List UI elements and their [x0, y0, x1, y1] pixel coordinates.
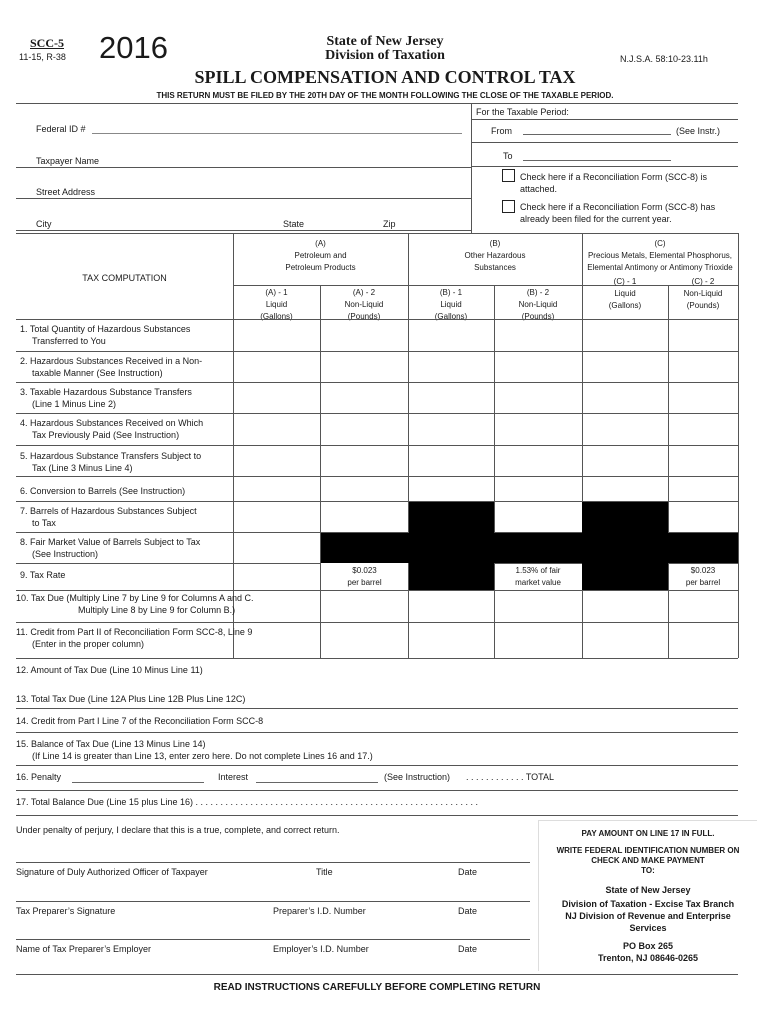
- line-15-label: 15. Balance of Tax Due (Line 13 Minus Line 14) (If Line 14 is greater than Line 13, enter zero here. Do not complete Lines 16 and 17.): [16, 739, 373, 761]
- officer-signature-label: Signature of Duly Authorized Officer of Taxpayer: [16, 867, 208, 877]
- subcol-b2-header: (B) - 2 Non-Liquid (Pounds): [518, 288, 558, 321]
- rate-c: $0.023 per barrel: [685, 566, 721, 587]
- employer-id-label: Employer’s I.D. Number: [273, 944, 369, 954]
- row-line-5: [16, 476, 738, 477]
- table-top-border: [16, 233, 738, 234]
- blackout-row-8: [321, 533, 738, 563]
- row-line-4: [16, 445, 738, 446]
- period-row-divider: [471, 142, 738, 143]
- date-label-1: Date: [458, 867, 478, 877]
- group-c-header: (C) Precious Metals, Elemental Phosphorus, Elemental Antimony or Antimony Trioxide: [587, 239, 733, 272]
- subcol-a2-header: (A) - 2 Non-Liquid (Pounds): [344, 288, 384, 321]
- title-label: Title: [316, 867, 333, 877]
- street-address-label: Street Address: [36, 187, 96, 197]
- taxpayer-name-label: Taxpayer Name: [36, 156, 100, 166]
- row-line-header: [16, 319, 738, 320]
- preparer-id-label: Preparer’s I.D. Number: [273, 906, 366, 916]
- from-date-field[interactable]: [523, 134, 671, 135]
- line-6-label: 6. Conversion to Barrels (See Instruction): [20, 486, 186, 496]
- line-11-label: 11. Credit from Part II of Reconciliation Form SCC-8, Line 9 (Enter in the proper column): [16, 627, 253, 649]
- preparer-field[interactable]: [16, 901, 530, 902]
- from-label: From: [491, 126, 512, 136]
- taxable-period-label: For the Taxable Period:: [476, 107, 569, 117]
- payee-division: Division of Taxation - Excise Tax Branch: [561, 899, 735, 909]
- see-instr-label: (See Instr.): [676, 126, 721, 136]
- line-1-label: 1. Total Quantity of Hazardous Substances Transferred to You: [20, 324, 191, 346]
- taxpayer-name-field[interactable]: [16, 167, 471, 168]
- federal-id-field[interactable]: [92, 133, 462, 134]
- line-2-label: 2. Hazardous Substances Received in a Non- taxable Manner (See Instruction): [20, 356, 203, 378]
- footer-divider: [16, 974, 738, 975]
- date-label-3: Date: [458, 944, 478, 954]
- street-address-field[interactable]: [16, 198, 471, 199]
- line-4-label: 4. Hazardous Substances Received on Which Tax Previously Paid (See Instruction): [20, 418, 204, 440]
- line-8-label: 8. Fair Market Value of Barrels Subject to Tax (See Instruction): [20, 537, 201, 559]
- to-date-field[interactable]: [523, 160, 671, 161]
- row-line-14: [16, 732, 738, 733]
- period-row-divider-2: [471, 166, 738, 167]
- signature-field[interactable]: [16, 862, 530, 863]
- line-16-total-label: . . . . . . . . . . . . TOTAL: [466, 772, 555, 782]
- header-divider: [16, 103, 738, 104]
- line-12-label: 12. Amount of Tax Due (Line 10 Minus Line 11): [16, 665, 203, 675]
- payee-city: Trenton, NJ 08646-0265: [597, 953, 699, 963]
- row-line-10: [16, 622, 738, 623]
- pay-instruction-1: PAY AMOUNT ON LINE 17 IN FULL.: [581, 829, 715, 838]
- form-year: 2016: [99, 30, 168, 65]
- header-division: Division of Taxation: [325, 48, 445, 63]
- line-17-label: 17. Total Balance Due (Line 15 plus Line 16) . . . . . . . . . . . . . . . . . . . . . . . . . . . . . . . . . . . . . . . . . . . . . . . . . . . . . . . . .: [16, 797, 479, 807]
- col-divider-right: [738, 233, 739, 658]
- group-b-header: (B) Other Hazardous Substances: [464, 239, 526, 272]
- city-label: City: [36, 219, 52, 229]
- row-line-3: [16, 413, 738, 414]
- city-state-zip-field[interactable]: [16, 230, 471, 231]
- line-14-label: 14. Credit from Part I Line 7 of the Reconciliation Form SCC-8: [16, 716, 264, 726]
- subcol-c1-header: (C) - 1 Liquid (Gallons): [608, 277, 642, 310]
- rate-b: 1.53% of fair market value: [515, 566, 561, 587]
- tax-computation-label: TAX COMPUTATION: [82, 273, 167, 283]
- header-state: State of New Jersey: [326, 34, 444, 49]
- date-label-2: Date: [458, 906, 478, 916]
- payee-state: State of New Jersey: [605, 885, 691, 895]
- penalty-field[interactable]: [72, 782, 204, 783]
- rate-a: $0.023 per barrel: [347, 566, 382, 587]
- subheader-divider-ab: [233, 285, 582, 286]
- payee-services: Services: [629, 923, 667, 933]
- line-9-label: 9. Tax Rate: [20, 570, 66, 580]
- row-line-16: [16, 790, 738, 791]
- line-7-label: 7. Barrels of Hazardous Substances Subject to Tax: [20, 506, 197, 528]
- period-divider-line: [471, 119, 738, 120]
- federal-id-label: Federal ID #: [36, 124, 86, 134]
- employer-field[interactable]: [16, 939, 530, 940]
- line-16-penalty-label: 16. Penalty: [16, 772, 62, 782]
- subcol-b1-header: (B) - 1 Liquid (Gallons): [434, 288, 468, 321]
- line-16-interest-label: Interest: [218, 772, 249, 782]
- row-line-15: [16, 765, 738, 766]
- line-10-label: 10. Tax Due (Multiply Line 7 by Line 9 for Columns A and C. Multiply Line 8 by Line 9 for Column B.): [16, 593, 254, 615]
- line-5-label: 5. Hazardous Substance Transfers Subject to Tax (Line 3 Minus Line 4): [20, 451, 202, 473]
- row-line-2: [16, 382, 738, 383]
- perjury-statement: Under penalty of perjury, I declare that this is a true, complete, and correct return.: [16, 825, 340, 835]
- period-divider: [471, 103, 472, 233]
- line-13-label: 13. Total Tax Due (Line 12A Plus Line 12B Plus Line 12C): [16, 694, 246, 704]
- zip-label: Zip: [383, 219, 396, 229]
- row-line-11: [16, 658, 738, 659]
- payee-revision: NJ Division of Revenue and Enterprise: [565, 911, 731, 921]
- payment-box: [538, 820, 757, 971]
- to-label: To: [503, 151, 513, 161]
- pay-instruction-4: TO:: [641, 866, 655, 875]
- form-title: SPILL COMPENSATION AND CONTROL TAX: [194, 67, 576, 87]
- scc8-attached-label: Check here if a Reconciliation Form (SCC-8) is attached.: [520, 172, 708, 194]
- col-divider-c1: [668, 285, 669, 658]
- scc8-filed-label: Check here if a Reconciliation Form (SCC-8) has already been filed for the current year.: [520, 202, 716, 224]
- row-line-13: [16, 708, 738, 709]
- pay-instruction-3: CHECK AND MAKE PAYMENT: [591, 856, 705, 865]
- subcol-a1-header: (A) - 1 Liquid (Gallons): [260, 288, 293, 321]
- statute-reference: N.J.S.A. 58:10-23.11h: [620, 54, 708, 64]
- employer-name-label: Name of Tax Preparer’s Employer: [16, 944, 152, 954]
- row-line-1: [16, 351, 738, 352]
- line-3-label: 3. Taxable Hazardous Substance Transfers (Line 1 Minus Line 2): [20, 387, 192, 409]
- col-divider-a1: [320, 285, 321, 658]
- scc8-filed-checkbox[interactable]: [502, 200, 515, 213]
- blackout-edge: [321, 563, 408, 564]
- pay-instruction-2: WRITE FEDERAL IDENTIFICATION NUMBER ON: [556, 846, 740, 855]
- form-revision: 11-15, R-38: [19, 52, 66, 62]
- row-line-17: [16, 815, 738, 816]
- filing-notice: THIS RETURN MUST BE FILED BY THE 20TH DAY OF THE MONTH FOLLOWING THE CLOSE OF THE TAXABLE PERIOD.: [156, 91, 614, 100]
- form-code: SCC-5: [30, 36, 65, 50]
- preparer-signature-label: Tax Preparer’s Signature: [16, 906, 116, 916]
- group-a-header: (A) Petroleum and Petroleum Products: [285, 239, 356, 272]
- footer-notice: READ INSTRUCTIONS CAREFULLY BEFORE COMPLETING RETURN: [213, 982, 541, 993]
- row-line-9: [16, 590, 738, 591]
- interest-field[interactable]: [256, 782, 378, 783]
- subcol-c2-header: (C) - 2 Non-Liquid (Pounds): [683, 277, 723, 310]
- state-label: State: [283, 219, 305, 229]
- col-divider-b1: [494, 285, 495, 658]
- line-16-see-label: (See Instruction): [384, 772, 451, 782]
- payee-po-box: PO Box 265: [622, 941, 674, 951]
- scc8-attached-checkbox[interactable]: [502, 169, 515, 182]
